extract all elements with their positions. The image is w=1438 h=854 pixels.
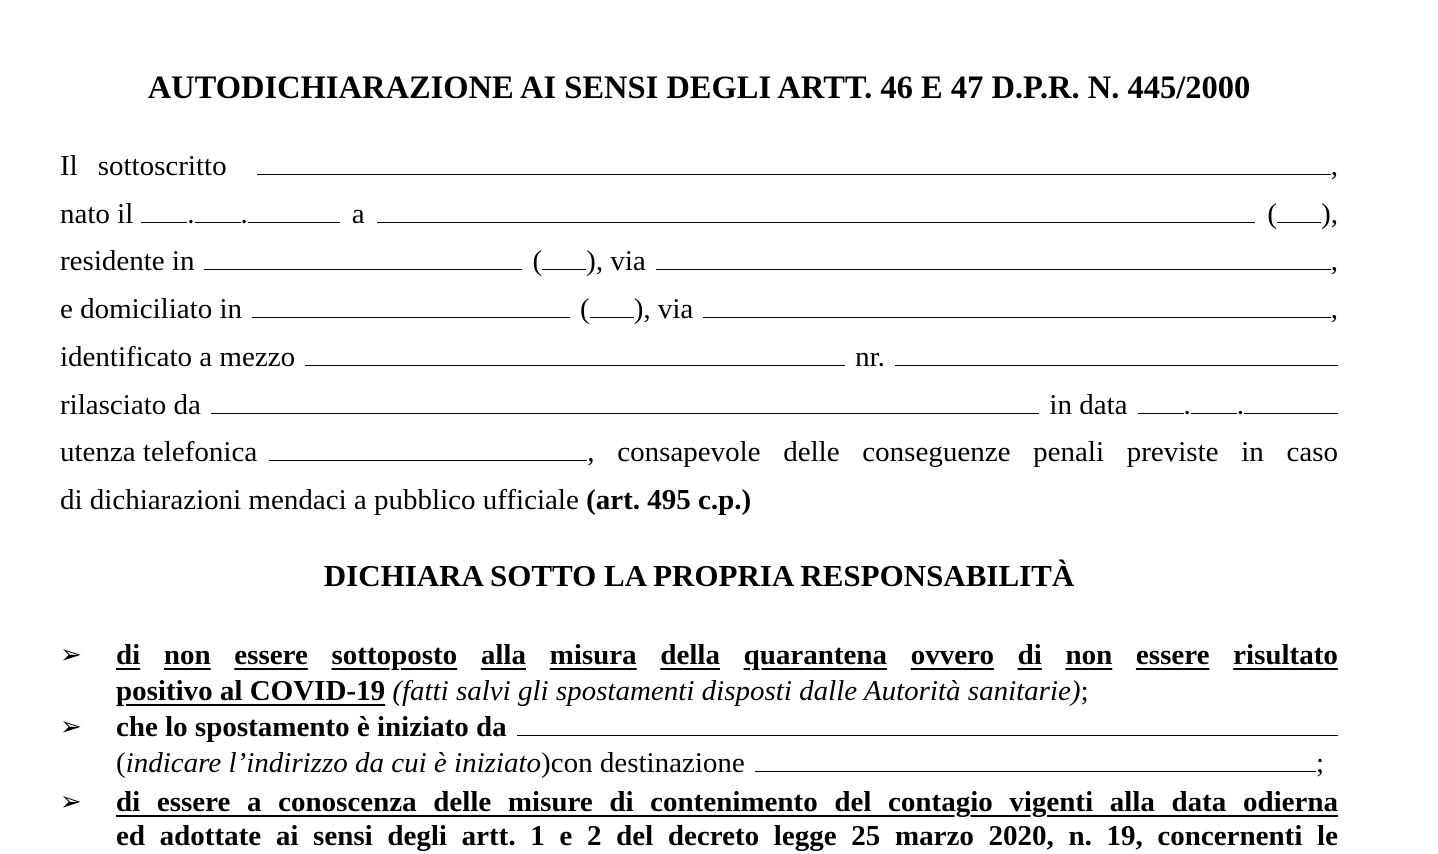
label-via-res: via [610, 245, 646, 277]
label-nr: nr. [855, 341, 885, 373]
issue-month-field[interactable] [1191, 387, 1237, 414]
destination-field[interactable] [755, 745, 1316, 772]
bullet-arrow-icon: ➢ [60, 787, 82, 816]
word: di [116, 639, 141, 671]
phone-field[interactable] [269, 434, 587, 461]
line-dichiarazioni [60, 482, 1338, 518]
word: di [1017, 639, 1042, 671]
birth-place-field[interactable] [377, 196, 1256, 223]
line-domiciliato: e domiciliato in ( ), via , [60, 293, 1338, 325]
start-address-field[interactable] [517, 709, 1338, 736]
label-via-dom: via [657, 293, 694, 325]
bullet-3-line-2: ed adottate ai sensi degli artt. 1 e 2 del decreto legge 25 marzo 2020, n. 19, concernenti le [116, 820, 1338, 852]
address-hint: indicare l’indirizzo da cui è iniziato [125, 747, 542, 779]
line-nato: nato il . . a ( ), [60, 198, 1338, 230]
issue-day-field[interactable] [1138, 387, 1184, 414]
id-number-field[interactable] [895, 339, 1338, 366]
label-domiciliato: e domiciliato in [60, 293, 243, 325]
birth-month-field[interactable] [195, 196, 241, 223]
bullet-1-line-2 [116, 673, 1338, 709]
word: risultato [1233, 639, 1338, 671]
label-il: Il [60, 150, 78, 182]
residence-province-field[interactable] [542, 243, 586, 270]
destination-label: con destinazione [550, 747, 745, 779]
domicile-street-field[interactable] [703, 291, 1330, 318]
birth-province-field[interactable] [1277, 196, 1321, 223]
bullet-2-line-2: ( indicare l’indirizzo da cui è iniziato ) con destinazione ; [116, 747, 1324, 779]
bullet-2-line-1 [116, 709, 1338, 745]
line-residente: residente in ( ), via , [60, 245, 1338, 277]
word: della [660, 639, 720, 671]
label-a: a [351, 198, 365, 230]
label-utenza: utenza telefonica [60, 436, 258, 468]
line-identificato [60, 339, 1338, 375]
word: misura [549, 639, 637, 671]
birth-year-field[interactable] [248, 196, 340, 223]
birth-day-field[interactable] [141, 196, 187, 223]
line-rilasciato: rilasciato da in data . . [60, 387, 1338, 423]
label-dichiarazioni: di dichiarazioni mendaci a pubblico ufficiale [60, 484, 587, 516]
covid-text: positivo al COVID-19 [116, 675, 386, 707]
bullet-1-line-1 [116, 637, 1338, 673]
semicolon: ; [1315, 747, 1324, 779]
label-rilasciato: rilasciato da [60, 389, 201, 421]
word: essere [234, 639, 308, 671]
word: sottoposto [331, 639, 458, 671]
name-field[interactable] [257, 148, 1331, 175]
line-sottoscritto: Il sottoscritto , [60, 150, 1338, 182]
label-sottoscritto: sottoscritto [97, 150, 227, 182]
residence-street-field[interactable] [656, 243, 1331, 270]
line-utenza [60, 434, 1338, 470]
word: ovvero [910, 639, 994, 671]
semicolon: ; [1080, 675, 1089, 707]
word: non [1065, 639, 1113, 671]
word: essere [1135, 639, 1210, 671]
residence-city-field[interactable] [204, 243, 522, 270]
bullet-arrow-icon: ➢ [60, 712, 82, 741]
issue-year-field[interactable] [1244, 387, 1338, 414]
issuer-field[interactable] [211, 387, 1039, 414]
word: alla [480, 639, 526, 671]
word: non [163, 639, 211, 671]
id-document-field[interactable] [305, 339, 845, 366]
word: quarantena [743, 639, 888, 671]
label-consapevole: , consapevole delle conseguenze penali previste in caso [587, 436, 1338, 468]
label-nato-il: nato il [60, 198, 134, 230]
exception-note: (fatti salvi gli spostamenti disposti dalle Autorità sanitarie) [385, 675, 1081, 707]
start-label: che lo spostamento è iniziato da [116, 711, 507, 743]
art-reference: (art. 495 c.p.) [586, 484, 752, 516]
bullet-3-line-1: di essere a conoscenza delle misure di contenimento del contagio vigenti alla data odierna [116, 786, 1338, 818]
domicile-city-field[interactable] [252, 291, 570, 318]
bullet-arrow-icon: ➢ [60, 640, 82, 669]
label-residente: residente in [60, 245, 195, 277]
document-title: AUTODICHIARAZIONE AI SENSI DEGLI ARTT. 46 E 47 D.P.R. N. 445/2000 [147, 70, 1251, 106]
domicile-province-field[interactable] [590, 291, 634, 318]
label-in-data: in data [1049, 389, 1128, 421]
label-identificato: identificato a mezzo [60, 341, 296, 373]
section-heading: DICHIARA SOTTO LA PROPRIA RESPONSABILITÀ [323, 558, 1075, 593]
